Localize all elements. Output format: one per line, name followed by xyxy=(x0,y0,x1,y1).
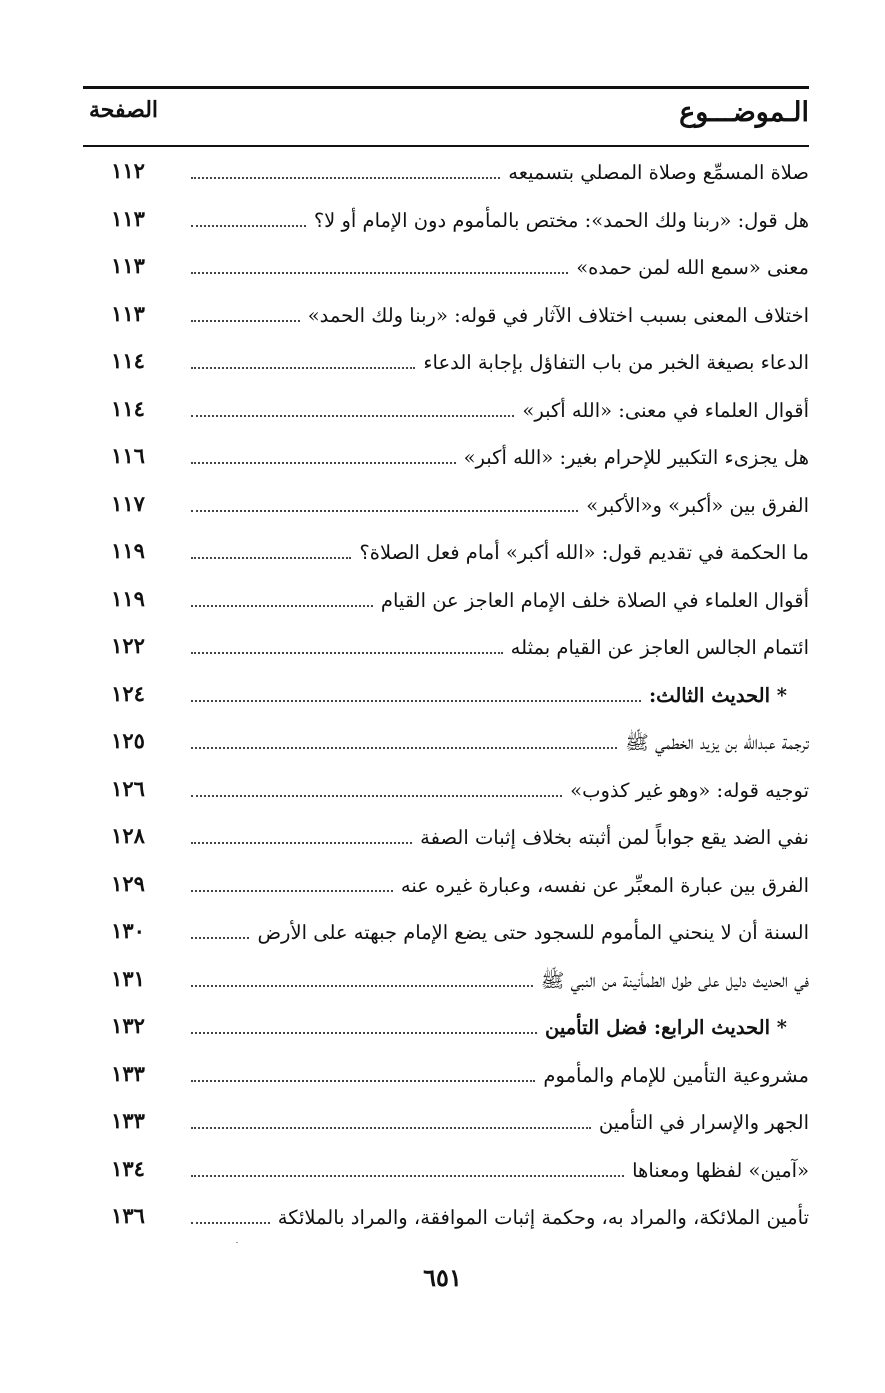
toc-entry xyxy=(83,1102,809,1150)
toc-entry-title xyxy=(191,299,809,333)
toc-entry-title xyxy=(191,251,809,285)
toc-entry xyxy=(83,770,809,818)
toc-entry-page: ١٣٠ xyxy=(111,918,145,943)
toc-entry-page: ١١٦ xyxy=(111,443,145,468)
toc-entry-page: ١٢٨ xyxy=(111,823,145,848)
toc-entry xyxy=(83,200,809,248)
dot-leader xyxy=(191,604,373,607)
toc-entry xyxy=(83,627,809,675)
toc-entry-page: ١٢٢ xyxy=(111,633,145,658)
toc-entry-text: صلاة المسمِّع وصلاة المصلي بتسميعه xyxy=(508,161,809,184)
toc-entry-title xyxy=(191,536,809,570)
toc-entry-text: الفرق بين «أكبر» و«الأكبر» xyxy=(586,493,809,517)
toc-entry-text: مشروعية التأمين للإمام والمأموم xyxy=(543,1063,809,1087)
toc-entry-text: الجهر والإسرار في التأمين xyxy=(598,1111,809,1134)
toc-entry xyxy=(83,912,809,960)
dot-leader xyxy=(191,176,500,179)
toc-header xyxy=(83,95,809,141)
dot-leader xyxy=(191,1126,591,1129)
toc-list xyxy=(83,152,809,1245)
toc-entry-page: ١٣٢ xyxy=(111,1013,145,1038)
dot-leader xyxy=(191,1221,270,1224)
page-column-heading: الصفحة xyxy=(89,97,159,123)
toc-entry-title xyxy=(191,1201,809,1235)
dot-leader xyxy=(191,1031,537,1034)
dot-leader xyxy=(191,889,393,892)
toc-entry-text: توجيه قوله: «وهو غير كذوب» xyxy=(570,778,809,802)
toc-entry-text: ترجمة عبدالله بن يزيد الخطمي ﷺ xyxy=(625,731,809,754)
dot-leader xyxy=(191,651,503,654)
toc-entry-text: معنى «سمع الله لمن حمده» xyxy=(576,256,809,279)
dot-leader xyxy=(191,841,412,844)
dot-leader xyxy=(191,556,351,559)
toc-entry-page: ١٣٣ xyxy=(111,1060,145,1086)
dot-leader xyxy=(191,366,415,369)
toc-entry-title xyxy=(191,821,809,855)
toc-entry-title xyxy=(191,489,809,523)
toc-entry-page: ١٣٦ xyxy=(111,1203,145,1228)
toc-entry-page: ١١٣ xyxy=(111,253,145,278)
toc-entry-text: أقوال العلماء في معنى: «الله أكبر» xyxy=(522,398,809,422)
dot-leader xyxy=(191,1174,624,1177)
toc-entry-title xyxy=(191,1011,809,1045)
toc-entry xyxy=(83,342,809,390)
toc-entry xyxy=(83,675,809,723)
toc-entry xyxy=(83,295,809,343)
toc-entry xyxy=(83,152,809,200)
toc-entry-title xyxy=(191,1059,809,1093)
toc-entry xyxy=(83,1150,809,1198)
toc-entry-title xyxy=(191,726,809,760)
toc-entry-title xyxy=(191,916,809,950)
toc-entry xyxy=(83,817,809,865)
dot-leader xyxy=(191,509,578,512)
toc-entry-text: في الحديث دليل على طول الطمأنينة من النبي ﷺ xyxy=(540,968,809,992)
toc-entry-page: ١١٣ xyxy=(111,205,145,231)
dot-leader xyxy=(191,414,514,417)
footer-mark xyxy=(236,1242,238,1243)
dot-leader xyxy=(191,461,456,464)
toc-entry xyxy=(83,722,809,770)
toc-entry-page: ١٢٩ xyxy=(111,870,145,896)
toc-entry-title xyxy=(191,441,809,475)
toc-entry-text: الدعاء بصيغة الخبر من باب التفاؤل بإجابة الدعاء xyxy=(423,351,809,374)
dot-leader xyxy=(191,224,306,227)
toc-entry-text: «آمين» لفظها ومعناها xyxy=(632,1158,809,1182)
top-rule xyxy=(83,86,809,89)
toc-entry-text: * الحديث الثالث: xyxy=(648,683,787,707)
toc-entry xyxy=(83,580,809,628)
toc-entry xyxy=(83,960,809,1008)
toc-entry-page: ١٢٤ xyxy=(111,680,145,706)
toc-entry xyxy=(83,485,809,533)
topic-column-heading: الـموضـــوع xyxy=(679,97,809,128)
toc-entry-page: ١٢٥ xyxy=(111,728,145,753)
toc-entry-title xyxy=(191,964,809,998)
toc-entry-page: ١١٧ xyxy=(111,490,145,516)
dot-leader xyxy=(191,271,568,274)
toc-entry xyxy=(83,1197,809,1245)
toc-entry xyxy=(83,865,809,913)
toc-entry-page: ١١٤ xyxy=(111,395,145,421)
dot-leader xyxy=(191,319,300,322)
toc-entry-title xyxy=(191,631,809,665)
dot-leader xyxy=(191,1079,535,1082)
toc-entry-page: ١١٣ xyxy=(111,300,145,326)
toc-entry xyxy=(83,1055,809,1103)
toc-entry-text: تأمين الملائكة، والمراد به، وحكمة إثبات الموافقة، والمراد بالملائكة xyxy=(277,1206,809,1229)
toc-entry-text: الفرق بين عبارة المعبِّر عن نفسه، وعبارة غيره عنه xyxy=(400,873,809,897)
toc-entry xyxy=(83,437,809,485)
toc-entry-title xyxy=(191,1106,809,1140)
toc-entry-page: ١٢٦ xyxy=(111,775,145,801)
toc-entry-page: ١١٩ xyxy=(111,538,145,563)
toc-entry-title xyxy=(191,584,809,618)
toc-entry-page: ١١٢ xyxy=(111,158,145,183)
toc-entry-title xyxy=(191,774,809,808)
dot-leader xyxy=(191,746,617,749)
toc-entry-title xyxy=(191,346,809,380)
toc-entry-title xyxy=(191,156,809,190)
dot-leader xyxy=(191,794,562,797)
toc-entry-page: ١١٩ xyxy=(111,585,145,611)
toc-entry-page: ١١٤ xyxy=(111,348,145,373)
toc-entry-title xyxy=(191,394,809,428)
toc-entry xyxy=(83,1007,809,1055)
toc-entry xyxy=(83,390,809,438)
header-rule xyxy=(83,145,809,147)
toc-entry-page: ١٣٣ xyxy=(111,1108,145,1133)
dot-leader xyxy=(191,699,641,702)
toc-entry xyxy=(83,532,809,580)
toc-entry-text: ما الحكمة في تقديم قول: «الله أكبر» أمام فعل الصلاة؟ xyxy=(359,541,809,564)
toc-entry-text: * الحديث الرابع: فضل التأمين xyxy=(544,1016,787,1039)
toc-entry-page: ١٣٤ xyxy=(111,1155,145,1181)
dot-leader xyxy=(191,936,249,939)
toc-entry-title xyxy=(191,1154,809,1188)
toc-entry-text: أقوال العلماء في الصلاة خلف الإمام العاجز عن القيام xyxy=(380,588,809,612)
toc-entry-text: السنة أن لا ينحني المأموم للسجود حتى يضع الإمام جبهته على الأرض xyxy=(257,921,809,944)
toc-entry-page: ١٣١ xyxy=(111,965,145,991)
toc-entry-text: نفي الضد يقع جواباً لمن أثبته بخلاف إثبات الصفة xyxy=(420,826,809,849)
toc-entry-text: هل يجزىء التكبير للإحرام بغير: «الله أكبر» xyxy=(463,446,809,469)
toc-entry-text: اختلاف المعنى بسبب اختلاف الآثار في قوله: «ربنا ولك الحمد» xyxy=(307,303,809,327)
page-number: ٦٥١ xyxy=(423,1263,462,1292)
dot-leader xyxy=(191,984,533,987)
toc-entry-text: هل قول: «ربنا ولك الحمد»: مختص بالمأموم دون الإمام أو لا؟ xyxy=(313,208,809,232)
toc-entry xyxy=(83,247,809,295)
toc-entry-text: ائتمام الجالس العاجز عن القيام بمثله xyxy=(510,636,809,659)
toc-entry-title xyxy=(191,679,809,713)
toc-entry-title xyxy=(191,869,809,903)
toc-entry-title xyxy=(191,204,809,238)
